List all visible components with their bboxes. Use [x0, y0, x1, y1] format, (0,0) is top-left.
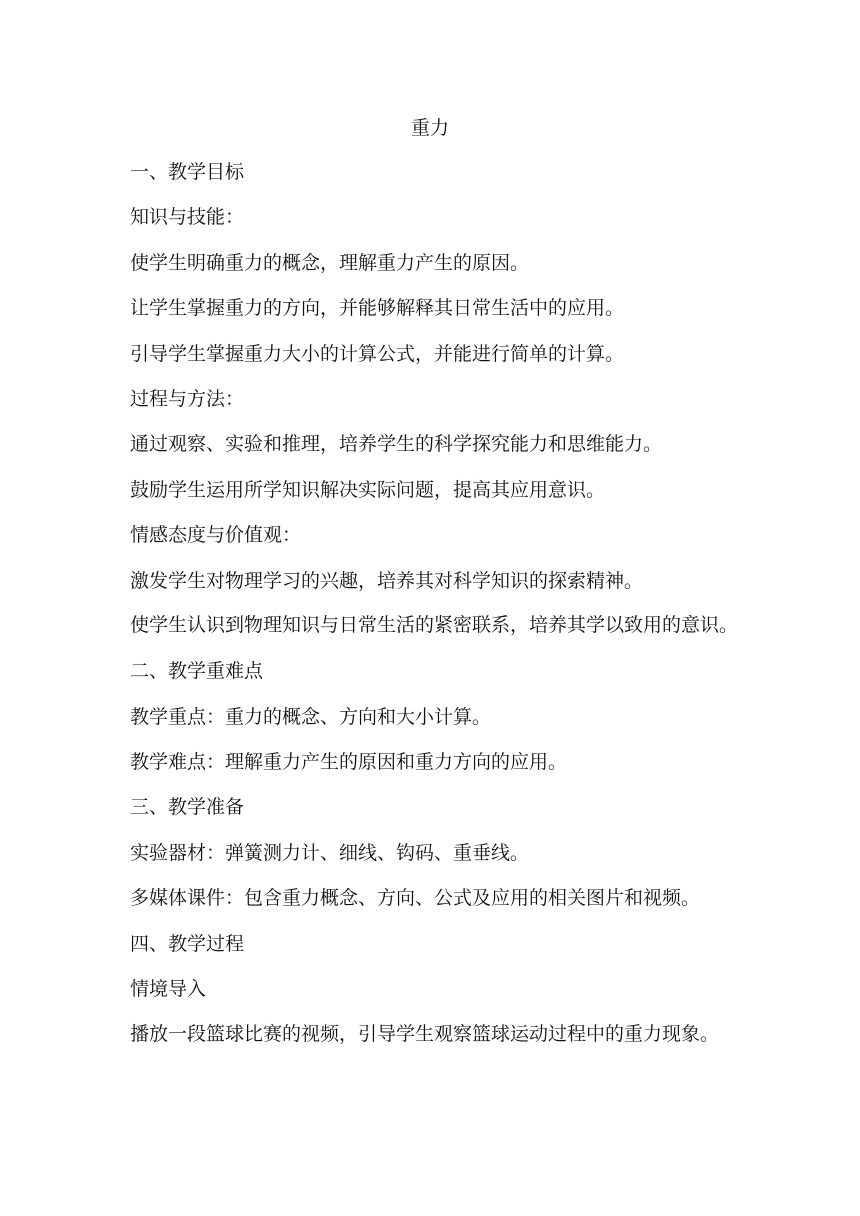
section-heading-objectives: 一、教学目标: [130, 161, 245, 183]
paragraph: 多媒体课件：包含重力概念、方向、公式及应用的相关图片和视频。: [130, 887, 701, 910]
paragraph: 引导学生掌握重力大小的计算公式，并能进行简单的计算。: [130, 342, 625, 365]
paragraph: 教学重点：重力的概念、方向和大小计算。: [130, 705, 492, 728]
section-heading-key-points: 二、教学重难点: [130, 660, 264, 683]
paragraph: 实验器材：弹簧测力计、细线、钩码、重垂线。: [130, 841, 530, 864]
paragraph: 通过观察、实验和推理，培养学生的科学探究能力和思维能力。: [130, 433, 663, 456]
paragraph-wrapped: 使学生认识到物理知识与日常生活的紧密联系，培养其学以致用的意识。: [130, 614, 739, 637]
paragraph: 让学生掌握重力的方向，并能够解释其日常生活中的应用。: [130, 297, 625, 320]
paragraph: 播放一段篮球比赛的视频，引导学生观察篮球运动过程中的重力现象。: [130, 1023, 720, 1046]
subheading-introduction: 情境导入: [130, 978, 207, 1001]
section-heading-preparation: 三、教学准备: [130, 796, 245, 819]
subheading-attitudes-values: 情感态度与价值观：: [130, 524, 302, 547]
subheading-process-methods: 过程与方法：: [130, 387, 245, 410]
paragraph: 鼓励学生运用所学知识解决实际问题，提高其应用意识。: [130, 478, 606, 501]
section-heading-process: 四、教学过程: [130, 932, 245, 955]
document-title: 重力: [410, 117, 449, 139]
paragraph: 教学难点：理解重力产生的原因和重力方向的应用。: [130, 751, 568, 774]
paragraph: 激发学生对物理学习的兴趣，培养其对科学知识的探索精神。: [130, 569, 644, 592]
paragraph: 使学生明确重力的概念，理解重力产生的原因。: [130, 251, 530, 274]
subheading-knowledge-skills: 知识与技能：: [130, 206, 245, 229]
document-body: [130, 158, 740, 1066]
